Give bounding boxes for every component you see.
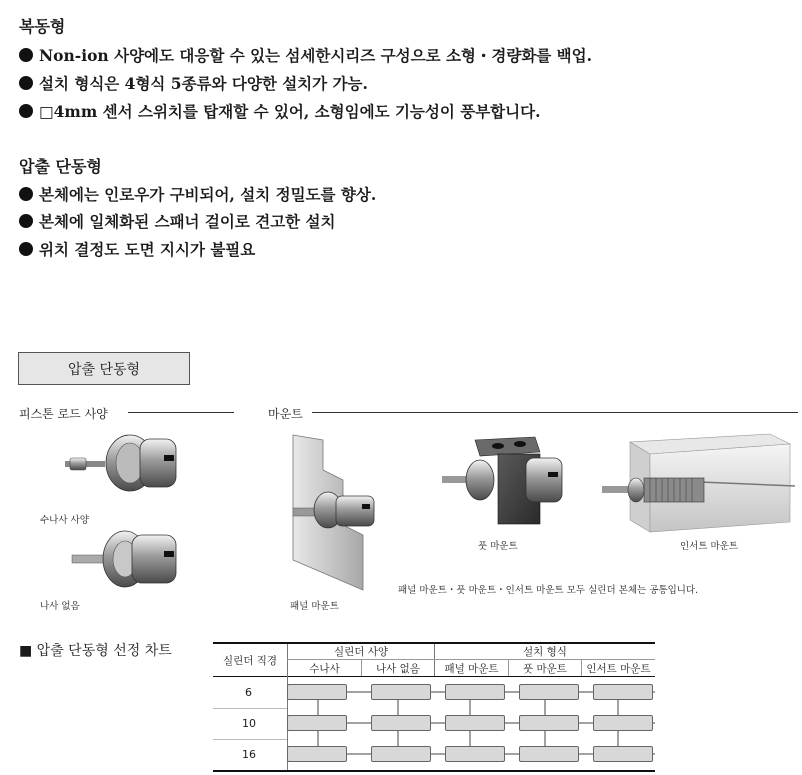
bullet-dot-icon — [19, 104, 33, 118]
panel-mount-image — [288, 430, 388, 600]
header-no-thread: 나사 없음 — [376, 662, 420, 675]
chart-cell-chip[interactable] — [445, 684, 505, 700]
bullet-item — [19, 44, 592, 66]
bullet-text: Non-ion 사양에도 대응할 수 있는 섬세한시리즈 구성으로 소형・경량화를 백업. — [39, 46, 593, 65]
selection-chart — [213, 642, 655, 772]
chart-cell-chip[interactable] — [371, 746, 431, 762]
bullet-item — [19, 210, 336, 232]
bullet-dot-icon — [19, 242, 33, 256]
foot-mount-image — [440, 432, 565, 532]
bullet-text: □4mm 센서 스위치를 탑재할 수 있어, 소형임에도 기능성이 풍부합니다. — [39, 102, 541, 121]
divider — [128, 412, 234, 413]
caption-insert-mount: 인서트 마운트 — [680, 541, 739, 552]
chart-cell-chip[interactable] — [445, 746, 505, 762]
chart-cell-chip[interactable] — [519, 684, 579, 700]
chart-cell-chip[interactable] — [593, 684, 653, 700]
header-insert-mount: 인서트 마운트 — [586, 662, 651, 675]
bullet-item — [19, 100, 541, 122]
bullet-text: 본체에 일체화된 스패너 걸이로 견고한 설치 — [39, 212, 336, 231]
mount-header: 마운트 — [268, 407, 303, 421]
tab-push-single[interactable] — [18, 352, 190, 385]
row-label-6: 6 — [245, 686, 252, 699]
section-title-double-acting: 복동형 — [19, 17, 66, 36]
caption-foot-mount: 풋 마운트 — [478, 541, 518, 552]
chart-cell-chip[interactable] — [371, 715, 431, 731]
chart-cell-chip[interactable] — [519, 746, 579, 762]
bullet-item — [19, 238, 255, 260]
bullet-item — [19, 72, 368, 94]
chart-cell-chip[interactable] — [371, 684, 431, 700]
chart-cell-chip[interactable] — [287, 715, 347, 731]
caption-male-thread: 수나사 사양 — [40, 515, 89, 526]
header-panel-mount: 패널 마운트 — [444, 662, 499, 675]
header-group-spec: 실린더 사양 — [333, 646, 389, 658]
header-foot-mount: 풋 마운트 — [523, 662, 567, 675]
header-group-mount: 설치 형식 — [523, 646, 567, 658]
header-bore: 실린더 직경 — [222, 654, 278, 667]
bullet-dot-icon — [19, 76, 33, 90]
piston-rod-header: 피스톤 로드 사양 — [19, 407, 108, 421]
cylinder-male-thread-image — [60, 425, 185, 505]
chart-cell-chip[interactable] — [593, 746, 653, 762]
bullet-dot-icon — [19, 48, 33, 62]
bullet-text: 위치 결정도 도면 지시가 불필요 — [39, 240, 256, 259]
header-male-thread: 수나사 — [309, 662, 340, 675]
tab-label: 압출 단동형 — [67, 361, 141, 378]
chart-cell-chip[interactable] — [593, 715, 653, 731]
row-label-16: 16 — [242, 748, 256, 761]
insert-mount-image — [600, 432, 800, 532]
bullet-dot-icon — [19, 214, 33, 228]
selection-chart-title: ■ 압출 단동형 선정 차트 — [19, 643, 172, 659]
row-label-10: 10 — [242, 717, 256, 730]
chart-cell-chip[interactable] — [287, 746, 347, 762]
chart-cell-chip[interactable] — [445, 715, 505, 731]
chart-connectors — [213, 642, 655, 772]
chart-cell-chip[interactable] — [519, 715, 579, 731]
divider — [312, 412, 798, 413]
section-title-push-single: 압출 단동형 — [19, 157, 102, 176]
mount-note: 패널 마운트・풋 마운트・인서트 마운트 모두 실린더 본체는 공통입니다. — [398, 585, 699, 596]
bullet-dot-icon — [19, 187, 33, 201]
bullet-item — [19, 183, 376, 205]
bullet-text: 설치 형식은 4형식 5종류와 다양한 설치가 가능. — [39, 74, 368, 93]
bullet-text: 본체에는 인로우가 구비되어, 설치 정밀도를 향상. — [39, 185, 377, 204]
caption-panel-mount: 패널 마운트 — [290, 601, 339, 612]
chart-cell-chip[interactable] — [287, 684, 347, 700]
cylinder-no-thread-image — [70, 525, 185, 600]
caption-no-thread: 나사 없음 — [40, 601, 80, 612]
